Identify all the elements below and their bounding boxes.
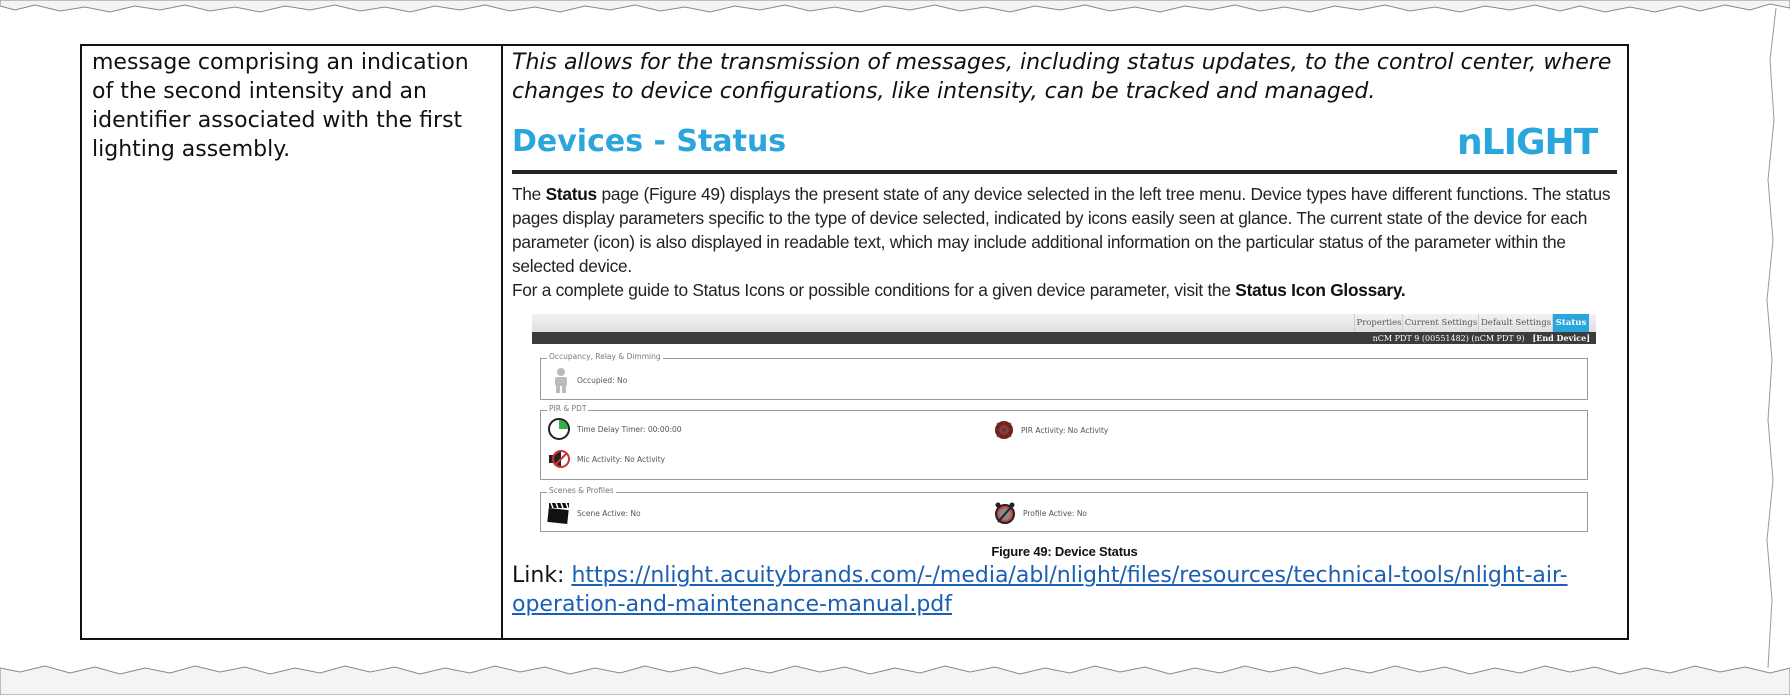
group-legend: Scenes & Profiles: [549, 486, 614, 495]
group-scenes-profiles: [540, 486, 1588, 532]
status-label: Scene Active: No: [577, 508, 641, 518]
device-end-marker: [End Device]: [1532, 333, 1590, 343]
desc-text: For a complete guide to Status Icons or possible conditions for a given device parameter, visit the: [512, 280, 1236, 300]
occupancy-person-icon: [551, 367, 571, 393]
group-legend: Occupancy, Relay & Dimming: [549, 352, 661, 361]
section-rule: [512, 170, 1617, 174]
desc-text: The: [512, 184, 546, 204]
glossary-reference: Status Icon Glossary.: [1235, 280, 1406, 300]
tab-properties[interactable]: Properties: [1354, 314, 1403, 332]
timer-clock-icon: [547, 417, 571, 441]
desc-text: page (Figure 49) displays the present state of any device selected in the left tree menu. Device types have different functions. The status pages display parameters specific to the type of device selected, indicated by icons easily seen at glance. The current state of the device for each parameter (icon) is also displayed in readable text, which may include additional information on the particular status of the parameter within the selected device.: [512, 184, 1611, 276]
status-item: [547, 501, 641, 525]
evidence-cell: [512, 46, 1617, 619]
nlight-logo: [1457, 120, 1607, 160]
device-name: nCM PDT 9 (00551482) (nCM PDT 9): [1372, 334, 1525, 343]
status-item: [993, 501, 1087, 525]
group-legend: PIR & PDT: [549, 404, 587, 413]
group-occupancy: [540, 352, 1588, 400]
status-label: PIR Activity: No Activity: [1021, 425, 1109, 435]
status-item: [547, 417, 682, 441]
pir-sensor-icon: [993, 419, 1015, 441]
alarm-clock-disabled-icon: [993, 501, 1017, 525]
status-description: [512, 182, 1617, 302]
status-item: [993, 419, 1108, 441]
status-label: Time Delay Timer: 00:00:00: [577, 424, 682, 434]
section-title: Devices - Status: [512, 124, 787, 159]
tab-bar: [532, 314, 1596, 333]
device-status-screenshot: [532, 314, 1596, 536]
link-paragraph: [512, 561, 1617, 619]
desc-bold-status: Status: [545, 184, 597, 204]
clapperboard-icon: [547, 501, 571, 525]
status-item: [551, 367, 627, 393]
manual-link-line2: operation-and-maintenance-manual.pdf: [512, 592, 953, 617]
status-label: Profile Active: No: [1023, 508, 1088, 518]
tab-current-settings[interactable]: Current Settings: [1402, 314, 1479, 332]
link-label: Link:: [512, 563, 572, 588]
microphone-muted-icon: [547, 447, 571, 471]
figure-caption: Figure 49: Device Status: [991, 544, 1138, 559]
status-item: [547, 447, 665, 471]
section-header: [512, 124, 1617, 170]
group-pir-pdt: [540, 404, 1588, 480]
nlight-logo-text: nLIGHT: [1457, 122, 1598, 160]
claim-text-cell: message comprising an indication of the second intensity and an identifier associated with the first lighting assembly.: [92, 50, 469, 162]
status-label: Occupied: No: [577, 375, 628, 385]
intro-paragraph: This allows for the transmission of messages, including status updates, to the control center, where changes to device configurations, like intensity, can be tracked and managed.: [512, 50, 1612, 104]
status-label: Mic Activity: No Activity: [577, 454, 666, 464]
claim-table: [80, 44, 1629, 640]
tab-default-settings[interactable]: Default Settings: [1478, 314, 1553, 332]
device-bar: [532, 332, 1596, 344]
manual-link[interactable]: [512, 563, 1568, 617]
tab-status[interactable]: Status: [1552, 314, 1589, 332]
manual-link-line1: https://nlight.acuitybrands.com/-/media/abl/nlight/files/resources/technical-tools/nlight-air-: [571, 563, 1568, 588]
column-divider: [501, 46, 503, 638]
